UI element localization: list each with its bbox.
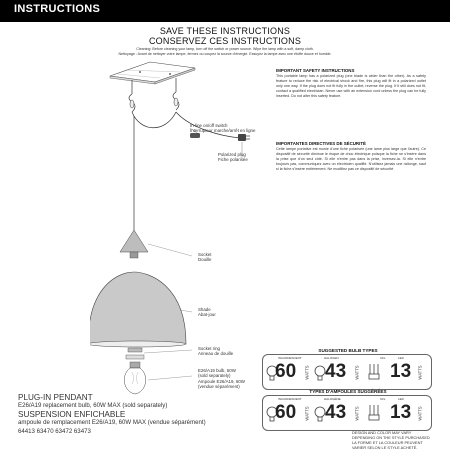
socket-label: Socket Douille	[198, 252, 212, 263]
halogen-watts: 43	[325, 361, 347, 382]
safety-body-en: This portable lamp has a polarized plug (one blade is wider than the other). As a safety feature to reduce the risk of electrical shock and fire, this plug will fit in a polarized outlet only one way. If the plug does not fit fully in the outlet, reverse the plug. If it still does not fit, contact a qualified electrician. Never use with an extension cord unless the plug can be fully inserted. Do not alter this safety feature.	[276, 73, 426, 98]
save-instructions-title: SAVE THESE INSTRUCTIONS	[159, 26, 291, 36]
bulb-label: E26/A19 bulb, 60W (sold separately) Ampoule E26/A19, 60W (vendue séparément)	[198, 368, 245, 390]
cfl-bulb-icon	[369, 364, 379, 379]
product-line-en: E26/A19 replacement bulb, 60W MAX (sold separately)	[18, 402, 168, 409]
watts-unit-4: WATTS	[304, 406, 310, 421]
cfl-label-fr: CFL	[380, 397, 386, 401]
led-label: LED	[398, 356, 404, 360]
cfl-led-watts-fr: 13	[390, 402, 412, 423]
save-instructions-title-fr: CONSERVEZ CES INSTRUCTIONS	[148, 36, 302, 46]
switch-label: In-line on/off switch Interrupteur marche/arrêt en ligne	[190, 123, 256, 134]
watts-unit-5: WATTS	[354, 406, 360, 421]
incandescent-label-fr: INCANDESCENT	[278, 397, 302, 401]
design-note: DESIGN AND COLOR MAY VARY DEPENDING ON THE STYLE PURCHASED	[352, 430, 430, 440]
cleaning-note-fr: Nettoyage : Avant de nettoyer votre lampe, fermez ou coupez la source d'énergie. Essuyez la lampe avec une étoffe douce et humide.	[118, 52, 332, 56]
watts-unit-6: WATTS	[417, 406, 423, 421]
watts-unit-2: WATTS	[354, 365, 360, 380]
socket-ring-label: Socket ring Anneau de douille	[198, 346, 234, 357]
halogen-bulb-icon	[315, 407, 325, 421]
safety-title-en: IMPORTANT SAFETY INSTRUCTIONS	[276, 68, 355, 73]
suggested-bulbs-title: SUGGESTED BULB TYPES	[318, 348, 378, 353]
cleaning-note: Cleaning: Before cleaning your lamp, turn off the switch or power source. Wipe the lamp with a soft, damp cloth.	[136, 47, 314, 51]
halogene-watts: 43	[325, 402, 347, 423]
safety-instructions-fr	[276, 142, 426, 171]
pendant-diagram	[90, 58, 270, 398]
led-label-fr: LED	[398, 397, 404, 401]
safety-title-fr: IMPORTANTES DIRECTIVES DE SÉCURITÉ	[276, 141, 366, 146]
incandescent-label: INCANDESCENT	[278, 356, 302, 360]
safety-instructions-en	[276, 69, 426, 98]
suggested-bulbs-title-fr: TYPES D'AMPOULES SUGGÉRÉES	[309, 389, 387, 394]
ceiling-plate	[110, 62, 195, 84]
safety-body-fr: Cette lampe portative est munie d'une fiche polarisée (une lame plus large que l'autre). Ce dispositif de sécurité diminue le risque de choc électrique puisque la fiche ne s'insère dans la prise que d'un seul côté. Si elle n'entre pas dans la prise, inversez-la. Si elle n'entre toujours pas, communiquez avec un électricien qualifié. N'utilisez jamais une rallonge, sauf si la fiche s'insère entièrement. Ne modifiez pas ce dispositif de sécurité.	[276, 146, 426, 171]
cfl-label: CFL	[380, 356, 386, 360]
watts-unit-3: WATTS	[417, 365, 423, 380]
design-note-fr: LA FORME ET LA COULEUR PEUVENT VARIER SELON LE STYLE ACHETÉ.	[352, 440, 423, 450]
product-title-en: PLUG-IN PENDANT	[18, 393, 93, 402]
plug-label: Polarized plug Fiche polarisée	[218, 152, 248, 163]
halogen-label: HALOGEN	[324, 356, 339, 360]
product-line-fr: ampoule de remplacement E26/A19, 60W MAX (vendue séparément)	[18, 419, 206, 426]
cfl-led-watts: 13	[390, 361, 412, 382]
halogene-label: HALOGÈNE	[324, 397, 341, 401]
banner-title: INSTRUCTIONS	[14, 3, 101, 15]
watts-unit-1: WATTS	[304, 365, 310, 380]
incandescent-watts-fr: 60	[275, 402, 297, 423]
model-numbers: 64413 63470 63472 63473	[18, 428, 91, 435]
shade-label: Shade Abat-jour	[198, 307, 216, 318]
halogen-bulb-icon	[315, 366, 325, 380]
product-title-fr: SUSPENSION ENFICHABLE	[18, 410, 126, 419]
incandescent-watts: 60	[275, 361, 297, 382]
cfl-bulb-icon	[369, 405, 379, 420]
